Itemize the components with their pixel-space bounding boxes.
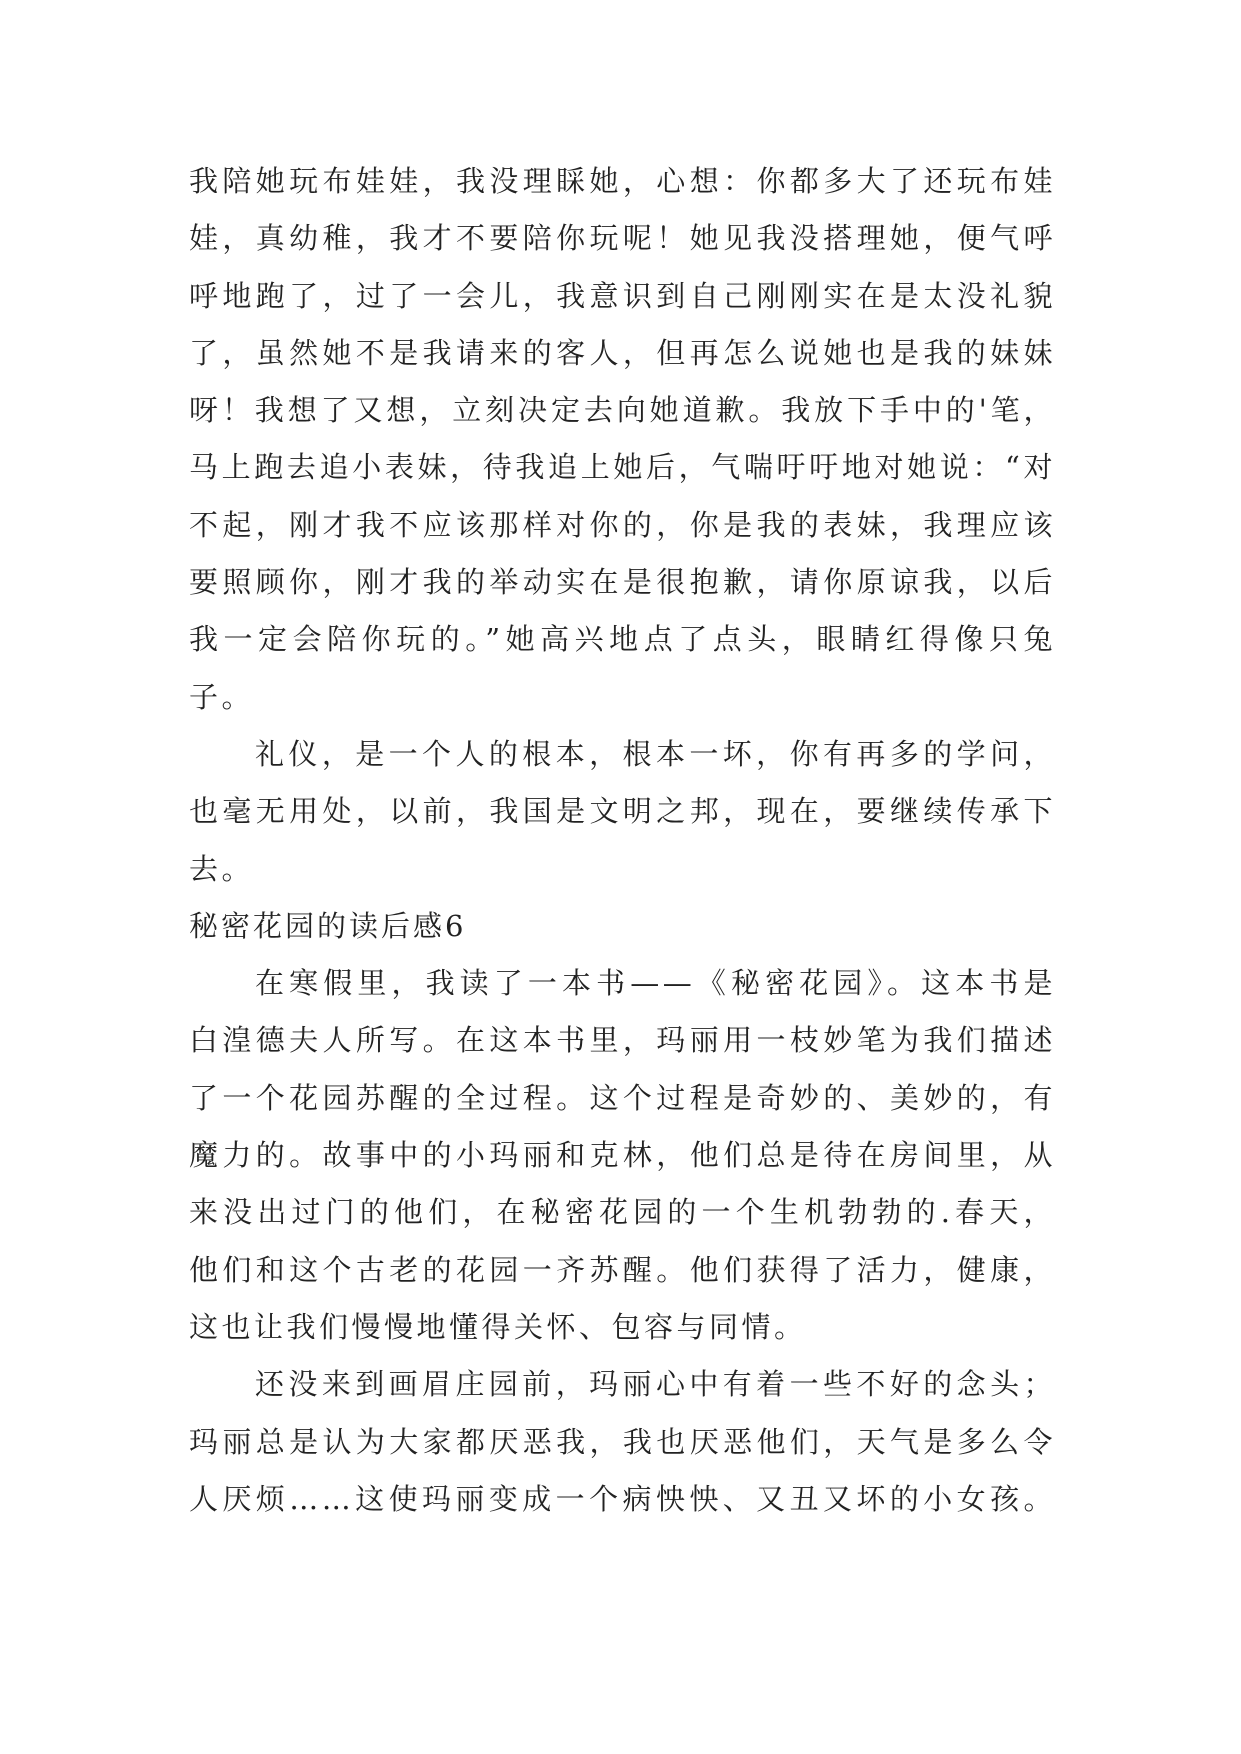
paragraph bbox=[189, 1356, 1056, 1528]
text-line: 在寒假里，我读了一本书——《秘密花园》。这本书是 bbox=[255, 966, 1056, 1001]
document-body bbox=[189, 153, 1056, 1528]
text-line: 要照顾你，刚才我的举动实在是很抱歉，请你原谅我，以后 bbox=[189, 565, 1056, 600]
paragraph bbox=[189, 955, 1056, 1356]
text-line: 我陪她玩布娃娃，我没理睬她，心想：你都多大了还玩布娃 bbox=[189, 164, 1056, 198]
text-line: 娃，真幼稚，我才不要陪你玩呢！她见我没搭理她，便气呼 bbox=[189, 221, 1056, 256]
text-line: 来没出过门的他们，在秘密花园的一个生机勃勃的.春天， bbox=[189, 1195, 1056, 1230]
text-line: 去。 bbox=[189, 851, 255, 886]
text-line: 这也让我们慢慢地懂得关怀、包容与同情。 bbox=[189, 1309, 807, 1344]
text-line: 了一个花园苏醒的全过程。这个过程是奇妙的、美妙的，有 bbox=[189, 1080, 1056, 1115]
text-line: 白湟德夫人所写。在这本书里，玛丽用一枝妙笔为我们描述 bbox=[189, 1023, 1056, 1058]
text-line: 礼仪，是一个人的根本，根本一坏，你有再多的学问， bbox=[255, 736, 1056, 771]
text-line: 魔力的。故事中的小玛丽和克林，他们总是待在房间里，从 bbox=[189, 1138, 1056, 1173]
section-title: 秘密花园的读后感6 bbox=[189, 908, 467, 943]
text-line: 了，虽然她不是我请来的客人，但再怎么说她也是我的妹妹 bbox=[189, 335, 1056, 370]
text-line: 我一定会陪你玩的。”她高兴地点了点头，眼睛红得像只兔 bbox=[189, 622, 1056, 657]
paragraph-continued bbox=[189, 153, 1056, 726]
text-line: 人厌烦……这使玛丽变成一个病怏怏、又丑又坏的小女孩。 bbox=[189, 1481, 1056, 1516]
text-line: 还没来到画眉庄园前，玛丽心中有着一些不好的念头； bbox=[255, 1367, 1056, 1402]
text-line: 也毫无用处，以前，我国是文明之邦，现在，要继续传承下 bbox=[189, 794, 1056, 829]
text-line: 呀！我想了又想，立刻决定去向她道歉。我放下手中的'笔， bbox=[189, 393, 1056, 428]
text-line: 不起，刚才我不应该那样对你的，你是我的表妹，我理应该 bbox=[189, 507, 1056, 542]
paragraph bbox=[189, 726, 1056, 898]
text-line: 玛丽总是认为大家都厌恶我，我也厌恶他们，天气是多么令 bbox=[189, 1424, 1056, 1459]
text-line: 马上跑去追小表妹，待我追上她后，气喘吁吁地对她说：“对 bbox=[189, 450, 1056, 485]
text-line: 子。 bbox=[189, 679, 255, 714]
text-line: 呼地跑了，过了一会儿，我意识到自己刚刚实在是太没礼貌 bbox=[189, 278, 1056, 313]
text-line: 他们和这个古老的花园一齐苏醒。他们获得了活力，健康， bbox=[189, 1252, 1056, 1287]
